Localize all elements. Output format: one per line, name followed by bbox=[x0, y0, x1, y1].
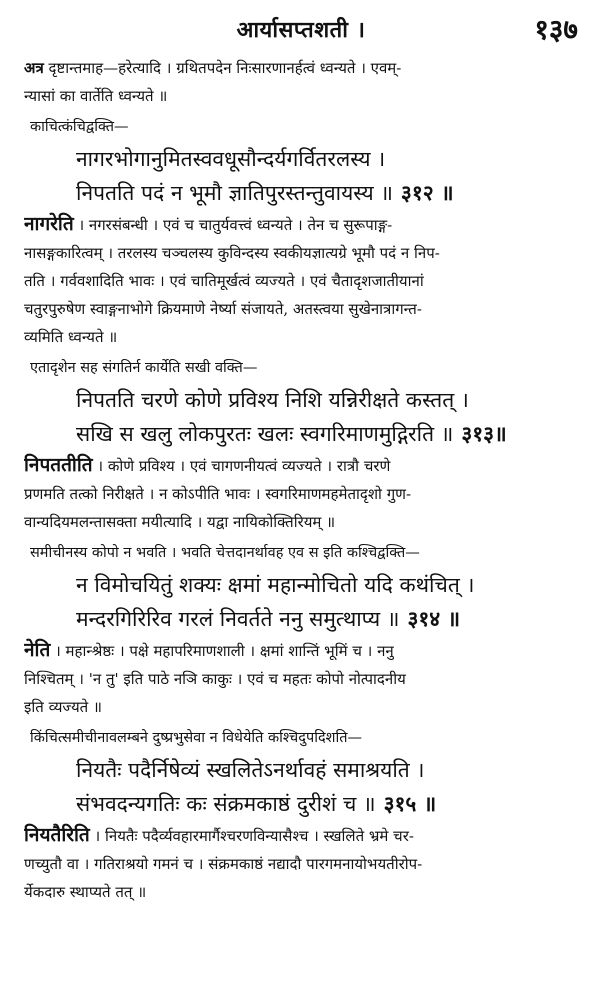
verse-block-313 bbox=[24, 353, 578, 536]
verse-line-2 bbox=[24, 417, 578, 451]
commentary-line bbox=[24, 850, 578, 878]
commentary-text: चतुरपुरुषेण स्वाङ्गनाभोगे क्रियमाणे नेर्ष्या संजायते, अतस्त्वया सुखेनात्रागन्त- bbox=[24, 300, 422, 318]
verse-text: मन्दरगिरिरिव गरलं निवर्तते ननु समुत्थाप्य ॥ bbox=[76, 607, 400, 631]
verse-number: ३१३॥ bbox=[461, 421, 507, 446]
commentary-line bbox=[24, 665, 578, 693]
verse-text: संभवदन्यगतिः कः संक्रमकाष्ठं दुरीशं च ॥ bbox=[76, 792, 376, 816]
lemma-word: नियतैरिति bbox=[24, 824, 90, 846]
commentary-line bbox=[24, 239, 578, 267]
verse-line-2 bbox=[24, 176, 578, 210]
commentary-text: न्यासां का वार्तेति ध्वन्यते ॥ bbox=[24, 87, 168, 105]
commentary-text: णच्युतौ वा । गतिराश्रयो गमनं च । संक्रमकाष्ठं नद्यादौ पारगमनायोभयतीरोप- bbox=[24, 855, 423, 873]
commentary-text: नासङ्गकारित्वम् । तरलस्य चञ्चलस्य कुविन्दस्य स्वकीयज्ञात्यग्रे भूमौ पदं न निप- bbox=[24, 244, 440, 262]
commentary-text: । नगरसंबन्धी । एवं च चातुर्यवत्त्वं ध्वन्यते । तेन च सुरूपाङ्ग- bbox=[73, 216, 393, 234]
lemma-word: निपततीति bbox=[24, 454, 93, 476]
commentary-text: वान्यदियमलन्तासक्ता मयीत्यादि । यद्वा नायिकोक्तिरियम् ॥ bbox=[24, 513, 336, 531]
commentary-block-1 bbox=[24, 54, 578, 110]
commentary-line bbox=[24, 295, 578, 323]
verse-line-1: नागरभोगानुमितस्ववधूसौन्दर्यगर्वितरलस्य । bbox=[76, 147, 386, 171]
commentary-line bbox=[24, 451, 578, 480]
commentary-line bbox=[24, 54, 578, 82]
commentary-text: दृष्टान्तमाह—हरेत्यादि । ग्रथितपदेन निःसारणानर्हत्वं ध्वन्यते । एवम्- bbox=[43, 59, 402, 77]
verse-number: ३१२ ॥ bbox=[400, 180, 454, 205]
commentary-line bbox=[24, 821, 578, 850]
commentary-text: र्येकदारु स्थाप्यते तत् ॥ bbox=[24, 883, 147, 901]
verse-text: निपतति पदं न भूमौ ज्ञातिपुरस्तन्तुवायस्य ॥ bbox=[76, 181, 393, 205]
commentary-line bbox=[24, 267, 578, 295]
verse-intro: काचित्कंचिद्वक्ति— bbox=[30, 119, 129, 135]
verse-number: ३१४ ॥ bbox=[407, 606, 461, 631]
lemma-word: नागरेति bbox=[24, 213, 74, 235]
commentary-line bbox=[24, 480, 578, 508]
verse-number: ३१५ ॥ bbox=[383, 791, 437, 816]
commentary-text: । नियतैः पदैर्व्यवहारमार्गैश्चरणविन्यासैश्च । स्खलिते भ्रमे चर- bbox=[89, 827, 414, 845]
commentary-text: प्रणमति तत्को निरीक्षते । न कोऽपीति भावः । स्वगरिमाणमहमेतादृशो गुण- bbox=[24, 485, 412, 503]
commentary-line bbox=[24, 508, 578, 536]
verse-block-312 bbox=[24, 112, 578, 351]
commentary-line bbox=[24, 210, 578, 239]
verse-line-1: न विमोचयितुं शक्यः क्षमां महान्मोचितो यदि कथंचित् । bbox=[76, 573, 475, 597]
commentary-line bbox=[24, 636, 578, 665]
page-number: १३७ bbox=[534, 13, 578, 46]
running-title: आर्यासप्तशती । bbox=[236, 17, 366, 43]
commentary-line bbox=[24, 323, 578, 351]
commentary-text: इति व्यज्यते ॥ bbox=[24, 698, 102, 716]
commentary-keyword: अत्र bbox=[24, 59, 44, 77]
verse-intro: समीचीनस्य कोपो न भवति । भवति चेत्तदानर्थावह एव स इति कश्चिद्वक्ति— bbox=[30, 545, 420, 561]
verse-line-1: निपतति चरणे कोणे प्रविश्य निशि यन्निरीक्षते कस्तत् । bbox=[76, 388, 469, 412]
commentary-line bbox=[24, 878, 578, 906]
verse-block-314 bbox=[24, 538, 578, 721]
page-header bbox=[24, 8, 578, 52]
verse-intro: किंचित्समीचीनावलम्बने दुष्प्रभुसेवा न विधेयेति कश्चिदुपदिशति— bbox=[30, 730, 363, 746]
commentary-text: । कोणे प्रविश्य । एवं चागणनीयत्वं व्यज्यते । रात्रौ चरणे bbox=[92, 457, 391, 475]
verse-line-2 bbox=[24, 787, 578, 821]
commentary-text: । महान्श्रेष्ठः । पक्षे महापरिमाणशाली । क्षमां शान्तिं भूमिं च । ननु bbox=[50, 642, 394, 660]
commentary-text: तति । गर्ववशादिति भावः । एवं चातिमूर्खत्वं व्यज्यते । एवं चैतादृशजातीयानां bbox=[24, 272, 424, 290]
commentary-text: व्यमिति ध्वन्यते ॥ bbox=[24, 328, 118, 346]
verse-intro: एतादृशेन सह संगतिर्न कार्येति सखी वक्ति— bbox=[30, 360, 258, 376]
lemma-word: नेति bbox=[24, 639, 51, 661]
verse-text: सखि स खलु लोकपुरतः खलः स्वगरिमाणमुद्गिरति ॥ bbox=[76, 422, 454, 446]
commentary-line bbox=[24, 693, 578, 721]
commentary-line bbox=[24, 82, 578, 110]
verse-line-1: नियतैः पदैर्निषेव्यं स्खलितेऽनर्थावहं समाश्रयति । bbox=[76, 758, 425, 782]
verse-block-315 bbox=[24, 723, 578, 906]
verse-line-2 bbox=[24, 602, 578, 636]
commentary-text: निश्चितम् । 'न तु' इति पाठे नञि काकुः । एवं च महतः कोपो नोत्पादनीय bbox=[24, 670, 406, 688]
